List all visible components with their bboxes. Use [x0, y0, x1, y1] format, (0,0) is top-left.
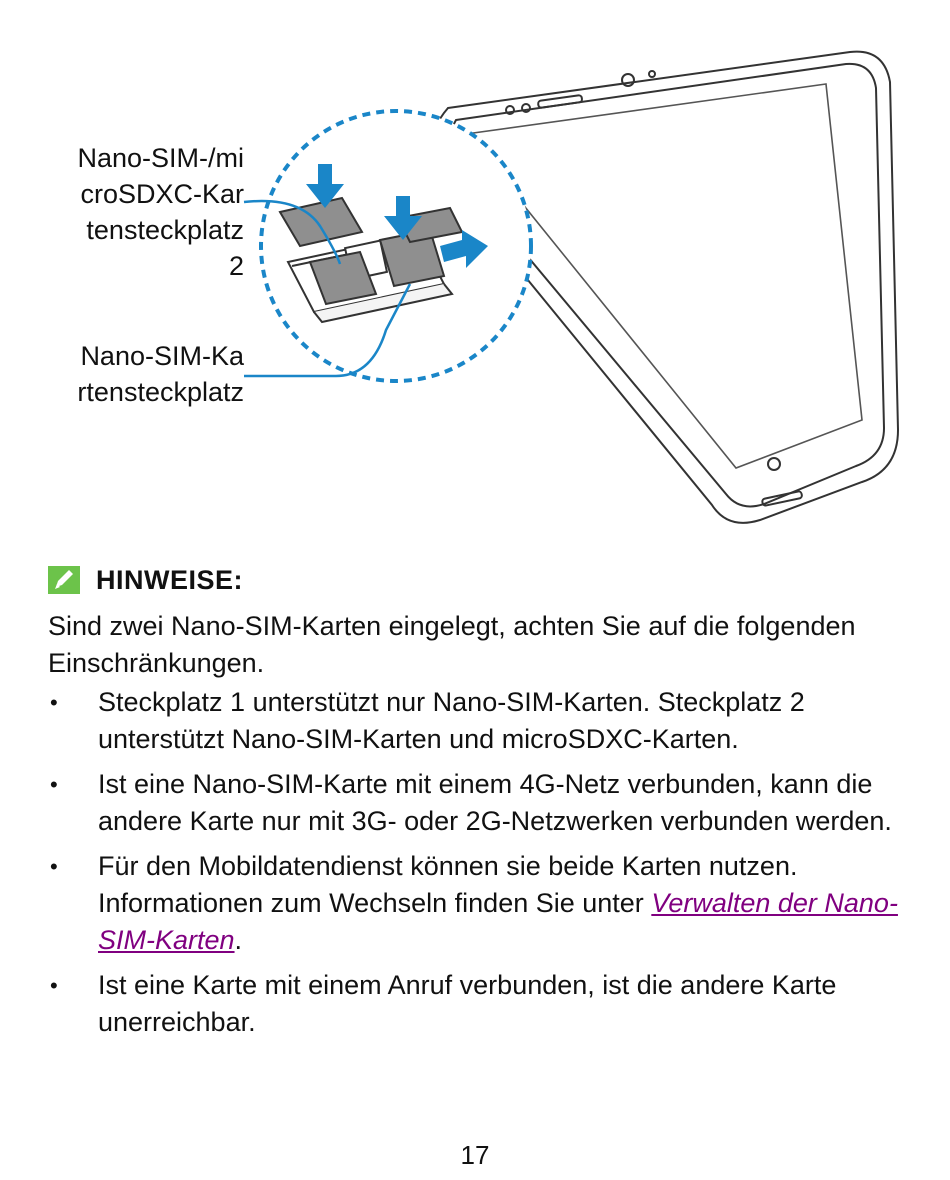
bullet: • — [50, 690, 58, 715]
list-item-text: Für den Mobildatendienst können sie beide Karten nutzen. Informationen zum Wechseln finden Sie unter — [98, 851, 798, 918]
note-title: HINWEISE: — [96, 564, 244, 595]
list-item — [48, 766, 918, 840]
list-item-text: Steckplatz 1 unterstützt nur Nano-SIM-Karten. Steckplatz 2 unterstützt Nano-SIM-Karten und microSDXC-Karten. — [98, 687, 805, 754]
list-item — [48, 848, 918, 959]
manage-sim-cards-link[interactable]: Verwalten der Nano-SIM-Karten — [98, 888, 898, 955]
list-item — [48, 684, 918, 758]
note-heading — [48, 562, 243, 598]
dual-sim-tray-illustration — [0, 0, 950, 545]
page-number: 17 — [460, 1140, 490, 1170]
callout-slot-1: Nano-SIM-Ka rtensteckplatz — [77, 341, 244, 407]
callout-slot-2: Nano-SIM-/mi croSDXC-Kar tensteckplatz 2 — [77, 143, 244, 281]
note-list — [48, 684, 918, 1049]
list-item-text-end: . — [234, 925, 243, 955]
pencil-icon — [48, 566, 80, 594]
bullet: • — [50, 973, 58, 998]
bullet: • — [50, 854, 58, 879]
sim-tray-figure — [0, 0, 950, 545]
list-item-text: Ist eine Nano-SIM-Karte mit einem 4G-Netz verbunden, kann die andere Karte nur mit 3G- oder 2G-Netzwerken verbunden werden. — [98, 769, 892, 836]
bullet: • — [50, 772, 58, 797]
note-intro: Sind zwei Nano-SIM-Karten eingelegt, achten Sie auf die folgenden Einschränkungen. — [48, 611, 856, 678]
list-item — [48, 967, 918, 1041]
list-item-text: Ist eine Karte mit einem Anruf verbunden, ist die andere Karte unerreichbar. — [98, 970, 837, 1037]
